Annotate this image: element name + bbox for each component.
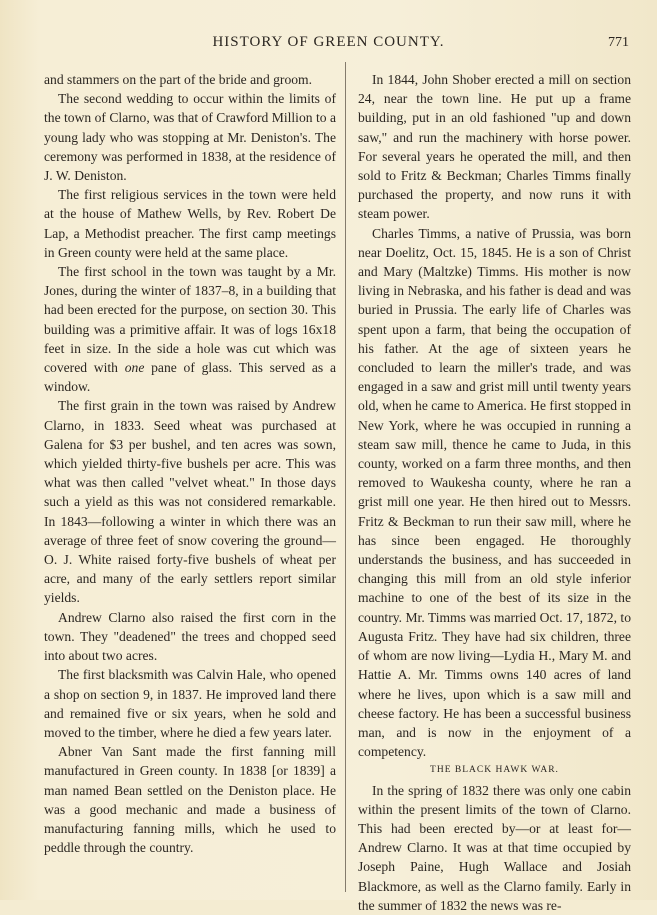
paragraph-religious-services: The first religious services in the town were held at the house of Mathew Wells, by Rev. Robert De Lap, a Methodist preacher. The first camp meetings in Green county were held at the same place.: [44, 187, 336, 260]
paragraph-wedding-continued: and stammers on the part of the bride and groom.: [44, 72, 313, 87]
page-number: 771: [608, 35, 629, 50]
paragraph-charles-timms-biography: Charles Timms, a native of Prussia, was born near Doelitz, Oct. 15, 1845. He is a son of Christ and Mary (Maltzke) Timms. His mother is now living in Nebraska, and his father is dead and was buried in Prussia. The early life of Charles was spent upon a farm, that being the occupation of his father. At the age of sixteen years he concluded to learn the miller's trade, and was engaged in a saw and grist mill until twenty years old, when he came to America. He first stopped in New York, where he was occupied in running a steam saw mill, thence he came to Juda, in this county, worked on a farm three months, and then removed to Waukesha county, where he ran a grist mill one year. He then hired out to Messrs. Fritz & Beckman to run their saw mill, where he has since been engaged. He thoroughly understands the business, and has succeeded in changing this mill from an old style inferior machine to one of the best of its size in the country. Mr. Timms was married Oct. 17, 1872, to Augusta Fritz. They have had six children, three of whom are now living—Lydia H., Mary M. and Hattie A. Mr. Timms owns 140 acres of land where he lives, upon which is a saw mill and cheese factory. He has been a successful business man, and is now in the enjoyment of a competency.: [358, 225, 631, 760]
running-title: HISTORY OF GREEN COUNTY.: [212, 34, 445, 50]
section-heading-black-hawk-war: THE BLACK HAWK WAR.: [430, 765, 559, 776]
paragraph-shober-mill: In 1844, John Shober erected a mill on section 24, near the town line. He put up a frame building, put in an old fashioned "up and down saw," and run the machinery with horse power. For several years he operated the mill, and then sold to Fritz & Beckman; Charles Timms finally purchased the property, and now runs it with steam power.: [358, 72, 631, 222]
right-column: [358, 70, 631, 915]
paragraph-fanning-mill: Abner Van Sant made the first fanning mill manufactured in Green county. In 1838 [or 1839] a man named Bean settled on the Deniston place. He was a good mechanic and made a business of manufacturing fanning mills, which he used to peddle through the country.: [44, 744, 336, 856]
running-header: [0, 34, 657, 58]
first-school-text-b: pane of glass. This served as a window.: [44, 360, 337, 395]
paragraph-black-hawk-war: In the spring of 1832 there was only one cabin within the present limits of the town of Clarno. This had been erected by—or at least for—Andrew Clarno. It was at that time occupied by Joseph Paine, Hugh Wallace and Josiah Blackmore, as well as the Clarno family. Early in the summer of 1832 the news was re-: [358, 782, 631, 913]
paragraph-first-corn: Andrew Clarno also raised the first corn in the town. They "deadened" the trees and chopped seed into about two acres.: [44, 609, 336, 664]
column-divider: [345, 62, 346, 892]
paragraph-first-school: [44, 262, 336, 396]
paragraph-first-blacksmith: The first blacksmith was Calvin Hale, who opened a shop on section 9, in 1837. He improved land there and remained five or six years, when he sold and moved to the timber, where he died a few years later.: [44, 667, 336, 740]
paragraph-second-wedding: The second wedding to occur within the limits of the town of Clarno, was that of Crawford Million to a young lady who was stopping at Mr. Deniston's. The ceremony was performed in 1838, at the residence of J. W. Deniston.: [44, 91, 336, 184]
first-school-text-a: The first school in the town was taught by a Mr. Jones, during the winter of 1837–8, in a building that had been erected for the purpose, on section 30. This building was a primitive affair. It was of logs 16x18 feet in size. In the side a hole was cut which was covered with: [44, 264, 336, 376]
paragraph-first-grain: The first grain in the town was raised by Andrew Clarno, in 1833. Seed wheat was purchased at Galena for $3 per bushel, and ten acres was sown, which yielded thirty-five bushels per acre. This was what was then called "velvet wheat." In those days such a yield as this was not considered remarkable. In 1843—following a winter in which there was an average of three feet of snow covering the ground—O. J. White raised forty-five bushels of wheat per acre, and many of the early settlers report similar yields.: [44, 398, 336, 606]
left-column: [44, 70, 336, 857]
first-school-emphasis: one: [124, 360, 145, 376]
